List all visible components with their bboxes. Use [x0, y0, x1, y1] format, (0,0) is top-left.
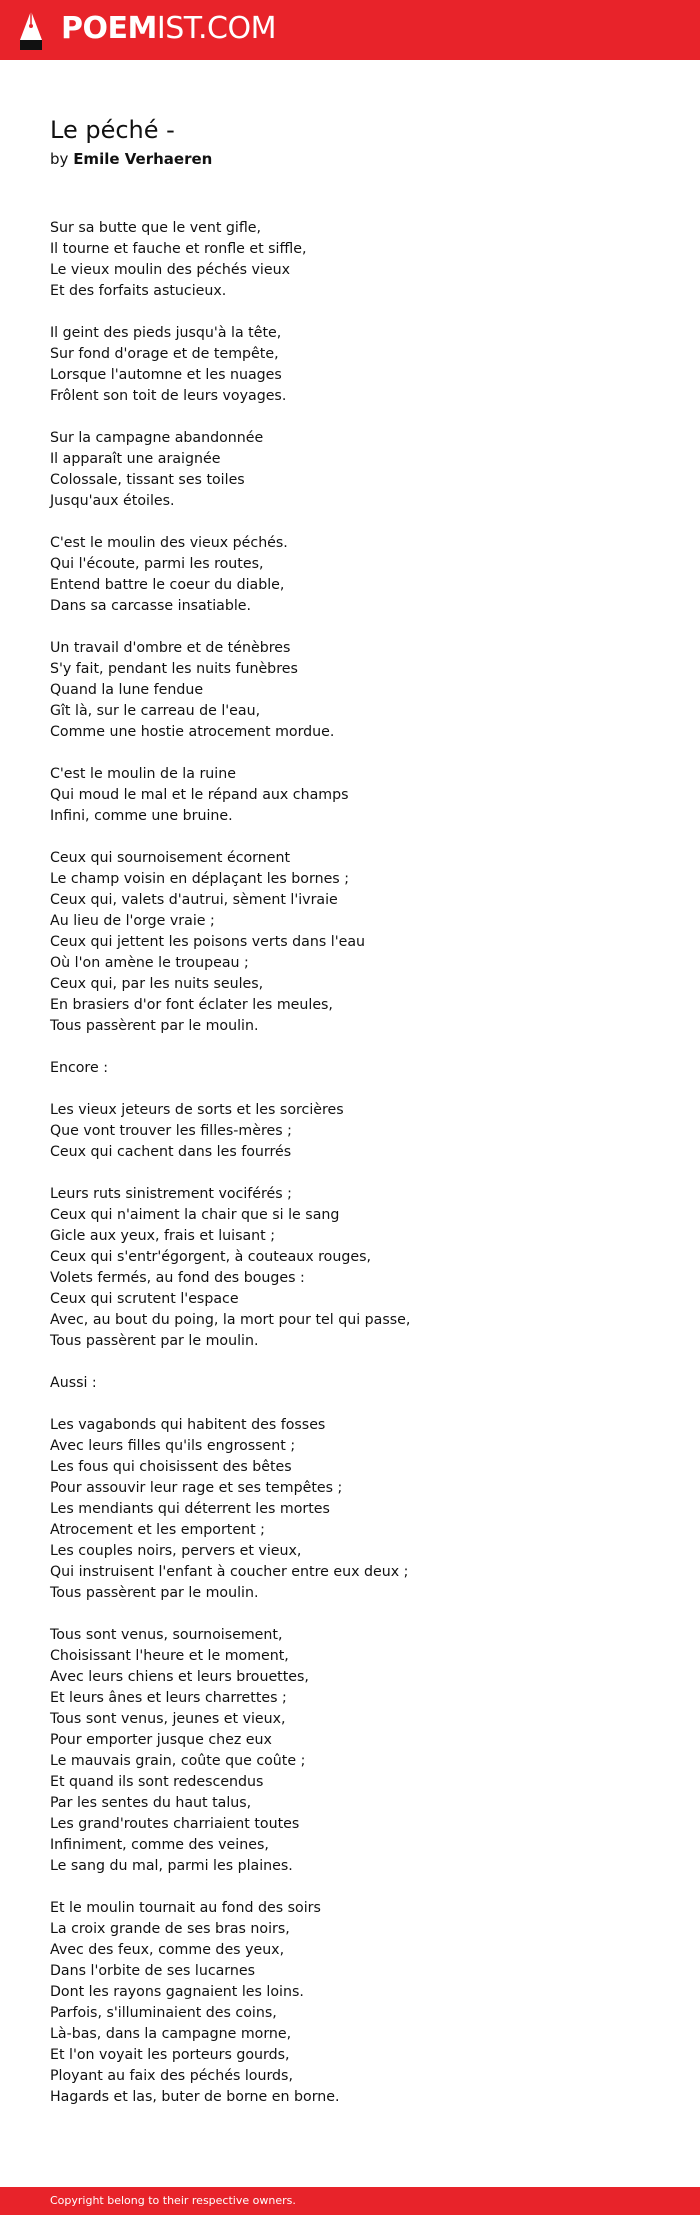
poem-line: Gît là, sur le carreau de l'eau,: [50, 703, 261, 719]
poem-stanza: [50, 764, 410, 827]
poem-line: S'y fait, pendant les nuits funèbres: [50, 661, 298, 677]
poem-stanza: [50, 1184, 410, 1352]
poem-line: Il geint des pieds jusqu'à la tête,: [50, 325, 282, 341]
poem-stanza: [50, 218, 410, 302]
by-prefix: by: [50, 150, 69, 168]
poem-line: Tous sont venus, jeunes et vieux,: [50, 1711, 286, 1727]
poem-line: Et l'on voyait les porteurs gourds,: [50, 2047, 290, 2063]
poem-line: Hagards et las, buter de borne en borne.: [50, 2089, 340, 2105]
poem-line: Avec leurs filles qu'ils engrossent ;: [50, 1438, 296, 1454]
poem-line: Ceux qui, valets d'autrui, sèment l'ivraie: [50, 892, 338, 908]
poem-line: C'est le moulin de la ruine: [50, 766, 236, 782]
poem-line: Comme une hostie atrocement mordue.: [50, 724, 335, 740]
poem-line: Tous sont venus, sournoisement,: [50, 1627, 283, 1643]
copyright-text: Copyright belong to their respective owners.: [50, 2194, 296, 2207]
poem-line: Sur sa butte que le vent gifle,: [50, 220, 262, 236]
poem-line: En brasiers d'or font éclater les meules,: [50, 997, 333, 1013]
poem-line: Encore :: [50, 1060, 108, 1076]
poem-line: Ceux qui cachent dans les fourrés: [50, 1144, 292, 1160]
poem-line: Au lieu de l'orge vraie ;: [50, 913, 215, 929]
poem-stanza: [50, 1058, 410, 1079]
poem-line: Il apparaît une araignée: [50, 451, 221, 467]
poem-line: Parfois, s'illuminaient des coins,: [50, 2005, 277, 2021]
poem-line: Que vont trouver les filles-mères ;: [50, 1123, 292, 1139]
poem-stanza: [50, 1625, 410, 1877]
poem-line: Et leurs ânes et leurs charrettes ;: [50, 1690, 287, 1706]
poem-stanza: [50, 848, 410, 1037]
poem-line: Avec leurs chiens et leurs brouettes,: [50, 1669, 309, 1685]
poem-line: Aussi :: [50, 1375, 97, 1391]
poem-line: Là-bas, dans la campagne morne,: [50, 2026, 292, 2042]
poem-line: Les grand'routes charriaient toutes: [50, 1816, 300, 1832]
poem-line: Frôlent son toit de leurs voyages.: [50, 388, 287, 404]
poem-stanza: [50, 533, 410, 617]
poem-line: Gicle aux yeux, frais et luisant ;: [50, 1228, 276, 1244]
poem-line: Colossale, tissant ses toiles: [50, 472, 245, 488]
poem-line: Et le moulin tournait au fond des soirs: [50, 1900, 321, 1916]
poem-line: Ceux qui sournoisement écornent: [50, 850, 291, 866]
poem-line: Infini, comme une bruine.: [50, 808, 233, 824]
poem-line: Ceux qui, par les nuits seules,: [50, 976, 264, 992]
poem-title: Le péché -: [50, 116, 175, 144]
poem-stanza: [50, 1898, 410, 2108]
author-name[interactable]: Emile Verhaeren: [73, 150, 213, 168]
poem-byline: [50, 148, 212, 170]
poem-line: Ceux qui scrutent l'espace: [50, 1291, 239, 1307]
poem-line: Entend battre le coeur du diable,: [50, 577, 285, 593]
poem-line: Le vieux moulin des péchés vieux: [50, 262, 290, 278]
poem-body: [50, 218, 410, 2129]
poem-line: Quand la lune fendue: [50, 682, 204, 698]
poem-line: Ployant au faix des péchés lourds,: [50, 2068, 293, 2084]
poem-line: Lorsque l'automne et les nuages: [50, 367, 282, 383]
poem-line: Pour emporter jusque chez eux: [50, 1732, 272, 1748]
poem-line: Choisissant l'heure et le moment,: [50, 1648, 289, 1664]
poem-line: Et quand ils sont redescendus: [50, 1774, 264, 1790]
poem-line: Leurs ruts sinistrement vociférés ;: [50, 1186, 292, 1202]
poem-line: Le champ voisin en déplaçant les bornes ;: [50, 871, 349, 887]
poem-line: La croix grande de ses bras noirs,: [50, 1921, 290, 1937]
poem-line: Dans l'orbite de ses lucarnes: [50, 1963, 256, 1979]
poem-line: Tous passèrent par le moulin.: [50, 1333, 259, 1349]
poem-line: Par les sentes du haut talus,: [50, 1795, 252, 1811]
poem-line: Avec des feux, comme des yeux,: [50, 1942, 285, 1958]
poem-line: Le sang du mal, parmi les plaines.: [50, 1858, 293, 1874]
poem-line: Les vagabonds qui habitent des fosses: [50, 1417, 326, 1433]
poem-stanza: [50, 638, 410, 743]
poem-line: Où l'on amène le troupeau ;: [50, 955, 249, 971]
poem-line: Qui instruisent l'enfant à coucher entre eux deux ;: [50, 1564, 409, 1580]
poem-line: Les vieux jeteurs de sorts et les sorcières: [50, 1102, 344, 1118]
poem-line: Les fous qui choisissent des bêtes: [50, 1459, 292, 1475]
pen-nib-icon[interactable]: [18, 10, 44, 52]
site-logo-text[interactable]: [61, 9, 276, 49]
poem-line: Sur la campagne abandonnée: [50, 430, 264, 446]
poem-line: Dont les rayons gagnaient les loins.: [50, 1984, 304, 2000]
brand-light: IST.COM: [156, 11, 276, 46]
poem-line: Un travail d'ombre et de ténèbres: [50, 640, 291, 656]
site-footer: [0, 2187, 700, 2215]
poem-line: Pour assouvir leur rage et ses tempêtes ;: [50, 1480, 343, 1496]
poem-line: Qui moud le mal et le répand aux champs: [50, 787, 349, 803]
poem-line: Ceux qui s'entr'égorgent, à couteaux rouges,: [50, 1249, 371, 1265]
poem-line: Qui l'écoute, parmi les routes,: [50, 556, 264, 572]
poem-line: Et des forfaits astucieux.: [50, 283, 227, 299]
poem-line: Ceux qui jettent les poisons verts dans l'eau: [50, 934, 366, 950]
poem-line: Sur fond d'orage et de tempête,: [50, 346, 279, 362]
site-header: [0, 0, 700, 60]
poem-line: C'est le moulin des vieux péchés.: [50, 535, 288, 551]
poem-line: Tous passèrent par le moulin.: [50, 1585, 259, 1601]
poem-line: Les mendiants qui déterrent les mortes: [50, 1501, 330, 1517]
poem-stanza: [50, 323, 410, 407]
poem-stanza: [50, 1100, 410, 1163]
poem-stanza: [50, 1373, 410, 1394]
poem-line: Les couples noirs, pervers et vieux,: [50, 1543, 302, 1559]
poem-line: Volets fermés, au fond des bouges :: [50, 1270, 305, 1286]
poem-line: Atrocement et les emportent ;: [50, 1522, 265, 1538]
brand-bold: POEM: [61, 11, 157, 46]
poem-line: Ceux qui n'aiment la chair que si le sang: [50, 1207, 340, 1223]
poem-line: Avec, au bout du poing, la mort pour tel qui passe,: [50, 1312, 411, 1328]
poem-stanza: [50, 1415, 410, 1604]
poem-line: Dans sa carcasse insatiable.: [50, 598, 252, 614]
poem-line: Tous passèrent par le moulin.: [50, 1018, 259, 1034]
poem-stanza: [50, 428, 410, 512]
poem-line: Infiniment, comme des veines,: [50, 1837, 269, 1853]
poem-line: Il tourne et fauche et ronfle et siffle,: [50, 241, 307, 257]
poem-line: Jusqu'aux étoiles.: [50, 493, 175, 509]
poem-line: Le mauvais grain, coûte que coûte ;: [50, 1753, 306, 1769]
